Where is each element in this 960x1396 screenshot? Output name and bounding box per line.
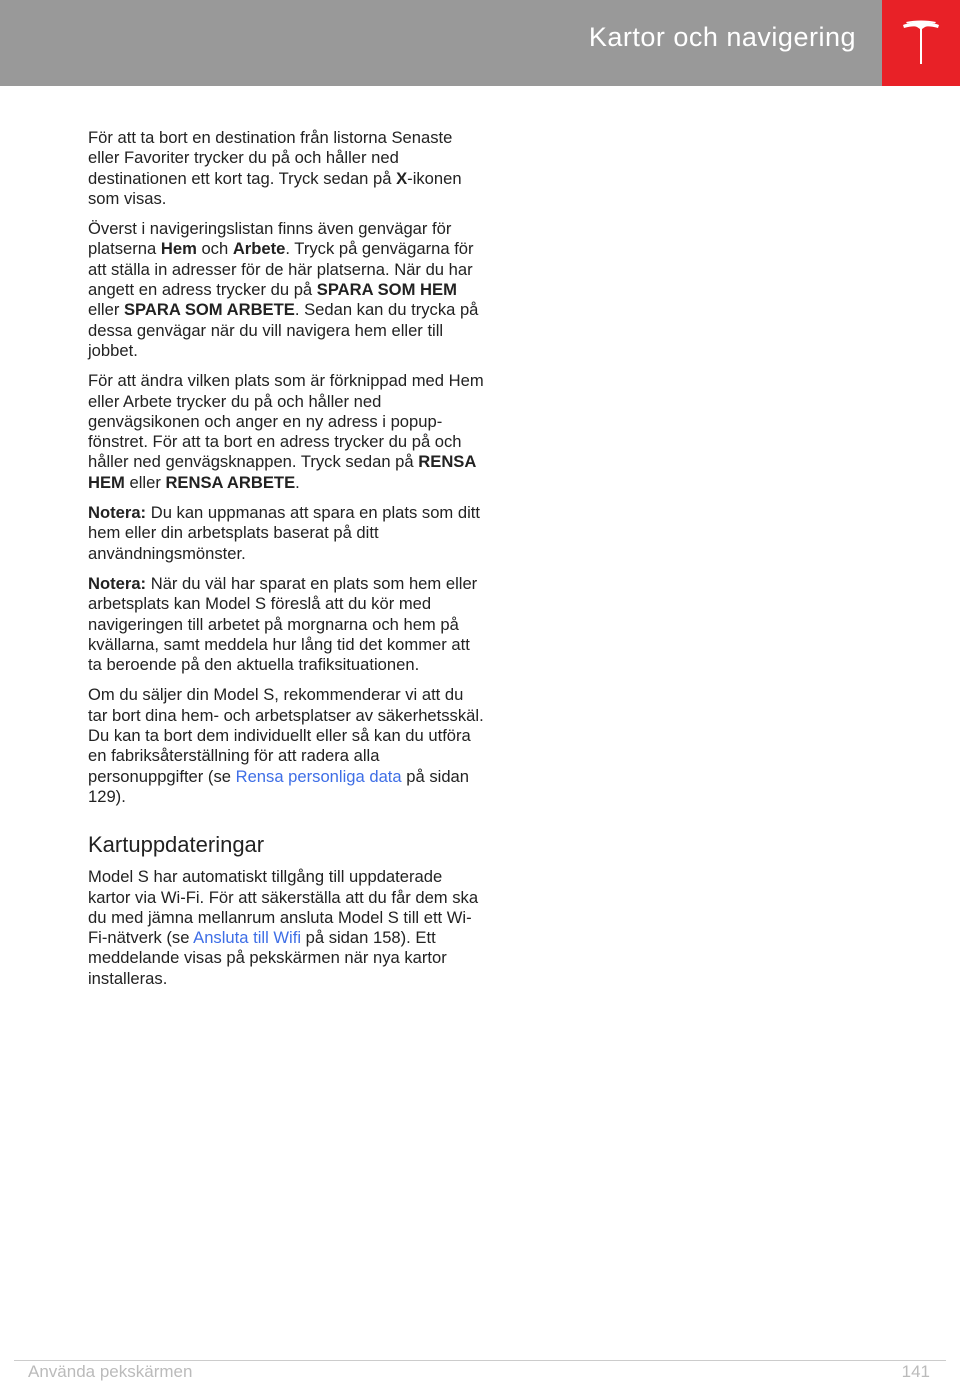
- logo-badge: [882, 0, 960, 86]
- paragraph-shortcuts: [88, 219, 484, 361]
- bold-text: SPARA SOM ARBETE: [123, 300, 295, 320]
- text: . Tryck på genvägarna för att ställa in adresser för de här platserna. När du har angett en adress trycker du på: [88, 239, 474, 300]
- page-number: 141: [901, 1362, 930, 1381]
- link-connect-wifi[interactable]: Ansluta till Wifi: [193, 928, 302, 948]
- link-clear-personal-data[interactable]: Rensa personliga data: [235, 766, 402, 786]
- main-content: [88, 128, 484, 999]
- section-heading-map-updates: Kartuppdateringar: [88, 832, 265, 858]
- bold-text: Hem: [160, 239, 197, 259]
- text: eller: [124, 472, 166, 492]
- text: eller: [88, 300, 124, 320]
- note-label: Notera:: [88, 503, 147, 523]
- footer-divider: [14, 1360, 946, 1361]
- text: Överst i navigeringslistan finns även genvägar för platserna: [88, 219, 452, 259]
- page-header: [0, 0, 960, 86]
- text: och: [196, 239, 233, 259]
- bold-text: RENSA HEM: [88, 452, 476, 492]
- bold-text: RENSA ARBETE: [165, 472, 296, 492]
- text: . Sedan kan du trycka på dessa genvägar när du vill navigera hem eller till jobbet.: [88, 300, 479, 360]
- footer-section-name: Använda pekskärmen: [28, 1362, 193, 1381]
- bold-text: SPARA SOM HEM: [316, 280, 457, 300]
- text: -ikonen som visas.: [88, 168, 462, 208]
- paragraph-remove-destination: [88, 128, 484, 209]
- text: När du väl har sparat en plats som hem eller arbetsplats kan Model S föreslå att du kör med navigeringen till arbetet på morgnarna och hem på kvällarna, samt meddela hur lång tid det kommer att ta beroende på den aktuella trafiksituationen.: [88, 573, 478, 675]
- chapter-title: Kartor och navigering: [588, 22, 856, 52]
- paragraph-change-location: [88, 371, 484, 493]
- bold-text: Arbete: [232, 239, 286, 259]
- paragraph-sell-vehicle: [88, 685, 484, 807]
- bold-text: X: [396, 168, 408, 188]
- note-save-location: [88, 503, 484, 564]
- text: Du kan uppmanas att spara en plats som ditt hem eller din arbetsplats baserat på ditt användningsmönster.: [88, 503, 480, 563]
- text: Model S har automatiskt tillgång till uppdaterade kartor via Wi-Fi. För att säkerställa att du får dem ska du med jämna mellanrum ansluta Model S till ett Wi-Fi-nätverk (se: [88, 867, 479, 948]
- paragraph-map-updates: [88, 867, 484, 989]
- text: på sidan 129).: [88, 766, 470, 806]
- text: För att ändra vilken plats som är förknippad med Hem eller Arbete trycker du på och håller ned genvägsikonen och anger en ny adress i popup-fönstret. För att ta bort en adress trycker du på och håller ned genvägsknappen. Tryck sedan på: [88, 371, 484, 472]
- note-suggestions: [88, 574, 484, 675]
- note-label: Notera:: [88, 573, 147, 593]
- tesla-logo-icon: [901, 20, 941, 66]
- text: För att ta bort en destination från listorna Senaste eller Favoriter trycker du på och håller ned destinationen ett kort tag. Tryck sedan på: [88, 128, 453, 188]
- text: på sidan 158). Ett meddelande visas på pekskärmen när nya kartor installeras.: [88, 928, 447, 988]
- text: Om du säljer din Model S, rekommenderar vi att du tar bort dina hem- och arbetsplatser av säkerhetsskäl. Du kan ta bort dem individuellt eller så kan du utföra en fabriksåterställning för att radera alla personuppgifter (se: [88, 685, 484, 786]
- text: .: [295, 472, 300, 492]
